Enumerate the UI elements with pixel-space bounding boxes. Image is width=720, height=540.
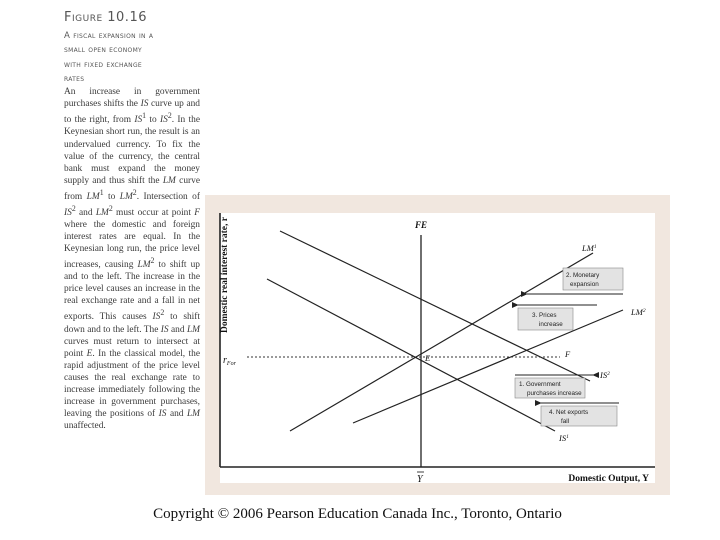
point-f-label: F <box>565 349 571 359</box>
figure-title-line: rates <box>64 73 85 84</box>
x-axis-label: Domestic Output, Y <box>568 474 649 484</box>
fe-label: FE <box>415 220 428 230</box>
figure-description: An increase in government purchases shifts the IS curve up and to the right, from $IS^1$ to $IS^2$. In the Keynesian short run, the result is an undervalued currency. To fix the value of the currency, the central bank must expand the money supply and thus shift the LM curve from $LM^1$ to $LM^2$. Intersection of $IS^2$ and $LM^2$ must occur at point F where the domestic and foreign interest rates are equal. In the Keynesian long run, the price level increases, causing $LM^2$ to shift up and to the left. The increase in the price level causes an increase in the real exchange rate and a fall in net exports. This causes $IS^2$ to shift down and to the left. The IS and LM curves must return to intersect at point E. In the classical model, the rapid adjustment of the price level causes the real exchange rate to increase immediately following the increase in government purchases, leaving the positions of IS and LM unaffected. <box>64 87 201 432</box>
figure-label: Figure 10.16 <box>64 10 147 25</box>
annotation-government-purchases <box>515 375 593 398</box>
figure-title-line: A fiscal expansion in a <box>64 31 154 41</box>
lm2-label: $LM^2$ <box>631 307 646 317</box>
annotation-net-exports-fall <box>541 403 619 426</box>
svg-text:purchases increase: purchases increase <box>527 390 582 397</box>
is2-label: $IS^2$ <box>600 370 610 380</box>
point-e-label: E <box>425 353 431 363</box>
figure-title-line: with fixed exchange <box>64 59 142 70</box>
svg-text:expansion: expansion <box>570 281 599 288</box>
svg-text:3. Prices: 3. Prices <box>532 312 557 319</box>
plot-area <box>220 213 655 483</box>
y-axis-label: Domestic real interest rate, r <box>220 217 230 333</box>
svg-text:fall: fall <box>561 418 570 425</box>
full-employment-output-label: Y <box>417 474 423 485</box>
figure-title <box>64 29 200 86</box>
svg-text:4. Net exports: 4. Net exports <box>549 409 589 416</box>
svg-text:2. Monetary: 2. Monetary <box>566 272 600 279</box>
svg-text:increase: increase <box>539 321 563 328</box>
svg-text:1. Government: 1. Government <box>519 381 561 388</box>
is-lm-diagram <box>205 195 670 495</box>
r-for-label: $r_{For}$ <box>223 355 236 367</box>
figure-title-line: small open economy <box>64 45 143 56</box>
lm1-label: $LM^1$ <box>582 243 597 253</box>
diagram-panel <box>205 195 670 495</box>
copyright-notice: Copyright © 2006 Pearson Education Canada Inc., Toronto, Ontario <box>153 506 562 522</box>
is1-label: $IS^1$ <box>559 433 569 443</box>
figure-caption <box>64 10 200 432</box>
